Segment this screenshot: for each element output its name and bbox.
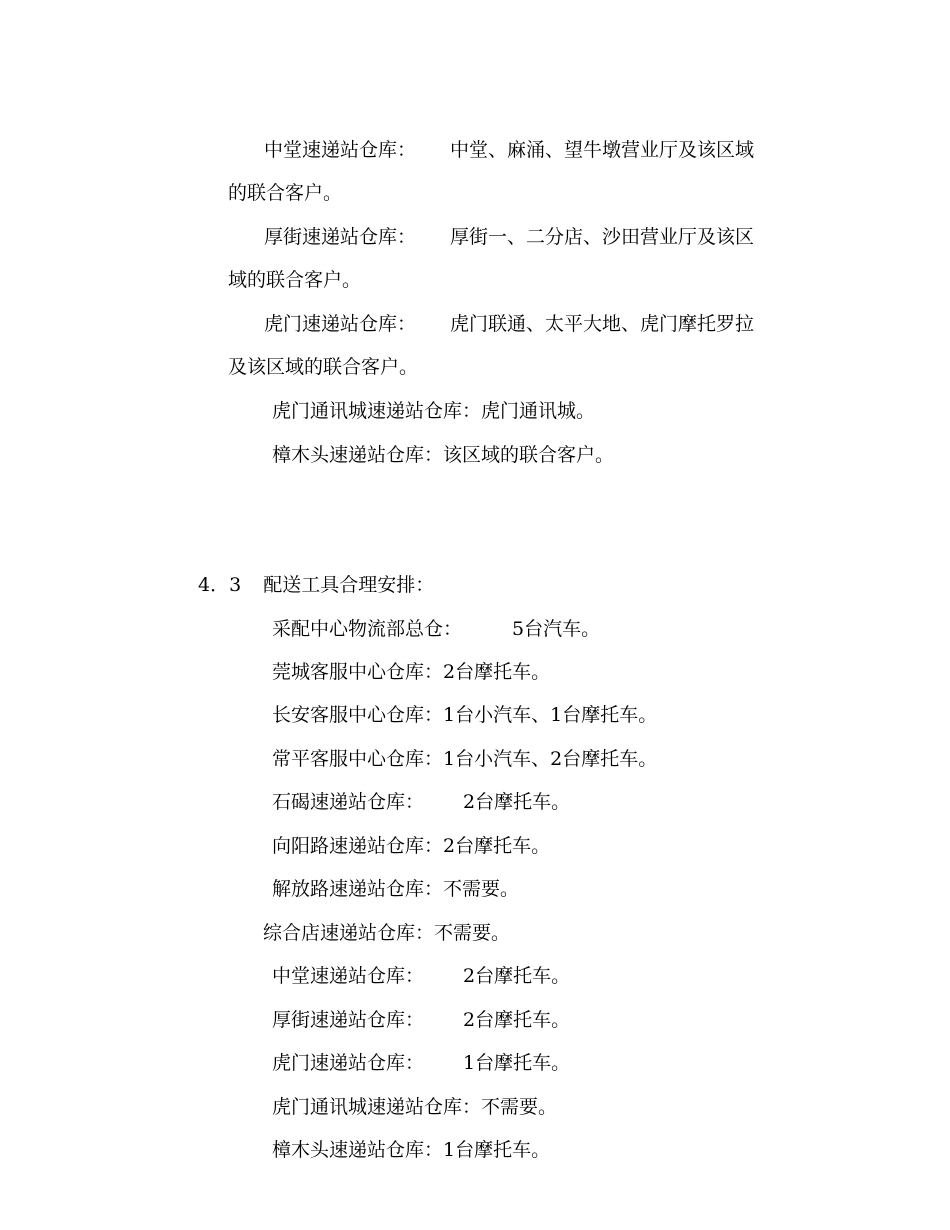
item-label: 中堂速递站仓库： (272, 965, 425, 987)
item-label: 莞城客服中心仓库： (272, 661, 444, 683)
item-value: 2台摩托车。 (443, 661, 551, 683)
item-value: 1台小汽车、1台摩托车。 (443, 704, 658, 726)
paragraph-label: 虎门速递站仓库： (264, 313, 417, 335)
item-label: 厚街速递站仓库： (272, 1009, 425, 1031)
paragraph-zhongtang-line1 (264, 139, 754, 161)
section-title: 配送工具合理安排： (263, 574, 435, 596)
section-number: 4．3 (198, 574, 242, 596)
list-item (272, 878, 519, 900)
paragraph-houjie-line1 (264, 226, 754, 248)
list-item (272, 704, 657, 726)
item-value: 1台小汽车、2台摩托车。 (443, 748, 658, 770)
item-label: 樟木头速递站仓库： (272, 1139, 444, 1161)
item-value: 2台摩托车。 (463, 965, 571, 987)
list-item (272, 1052, 570, 1074)
item-value: 不需要。 (481, 1096, 558, 1118)
item-value: 2台摩托车。 (443, 835, 551, 857)
paragraph-text: 中堂、麻涌、望牛墩营业厅及该区域 (450, 139, 755, 161)
list-item (272, 661, 550, 683)
line-humen-tongxuncheng: 虎门通讯城速递站仓库：虎门通讯城。 (272, 400, 596, 422)
paragraph-houjie-line2: 域的联合客户。 (228, 269, 362, 291)
item-label: 综合店速递站仓库： (263, 922, 435, 944)
item-label: 解放路速递站仓库： (272, 878, 444, 900)
list-item (272, 618, 600, 640)
paragraph-text: 厚街一、二分店、沙田营业厅及该区 (450, 226, 755, 248)
list-item (272, 791, 570, 813)
item-value: 不需要。 (434, 922, 511, 944)
section-heading (198, 574, 434, 596)
item-value: 1台摩托车。 (463, 1052, 571, 1074)
list-item (272, 1096, 557, 1118)
paragraph-label: 厚街速递站仓库： (264, 226, 417, 248)
list-item (272, 1009, 570, 1031)
item-label: 石碣速递站仓库： (272, 791, 425, 813)
list-item (272, 965, 570, 987)
item-label: 虎门通讯城速递站仓库： (272, 1096, 482, 1118)
item-value: 2台摩托车。 (463, 1009, 571, 1031)
list-item (263, 922, 510, 944)
paragraph-humen-line1 (264, 313, 754, 335)
item-label: 向阳路速递站仓库： (272, 835, 444, 857)
paragraph-humen-line2: 及该区域的联合客户。 (228, 356, 419, 378)
paragraph-label: 中堂速递站仓库： (264, 139, 417, 161)
item-label: 虎门速递站仓库： (272, 1052, 425, 1074)
item-value: 1台摩托车。 (443, 1139, 551, 1161)
item-value: 2台摩托车。 (463, 791, 571, 813)
list-item (272, 1139, 550, 1161)
paragraph-zhongtang-line2: 的联合客户。 (228, 182, 343, 204)
item-label: 采配中心物流部总仓： (272, 618, 463, 640)
item-label: 长安客服中心仓库： (272, 704, 444, 726)
list-item (272, 748, 657, 770)
item-label: 常平客服中心仓库： (272, 748, 444, 770)
line-zhangmutou: 樟木头速递站仓库：该区域的联合客户。 (272, 444, 615, 466)
paragraph-text: 虎门联通、太平大地、虎门摩托罗拉 (450, 313, 755, 335)
item-value: 5台汽车。 (512, 618, 601, 640)
list-item (272, 835, 550, 857)
item-value: 不需要。 (443, 878, 520, 900)
